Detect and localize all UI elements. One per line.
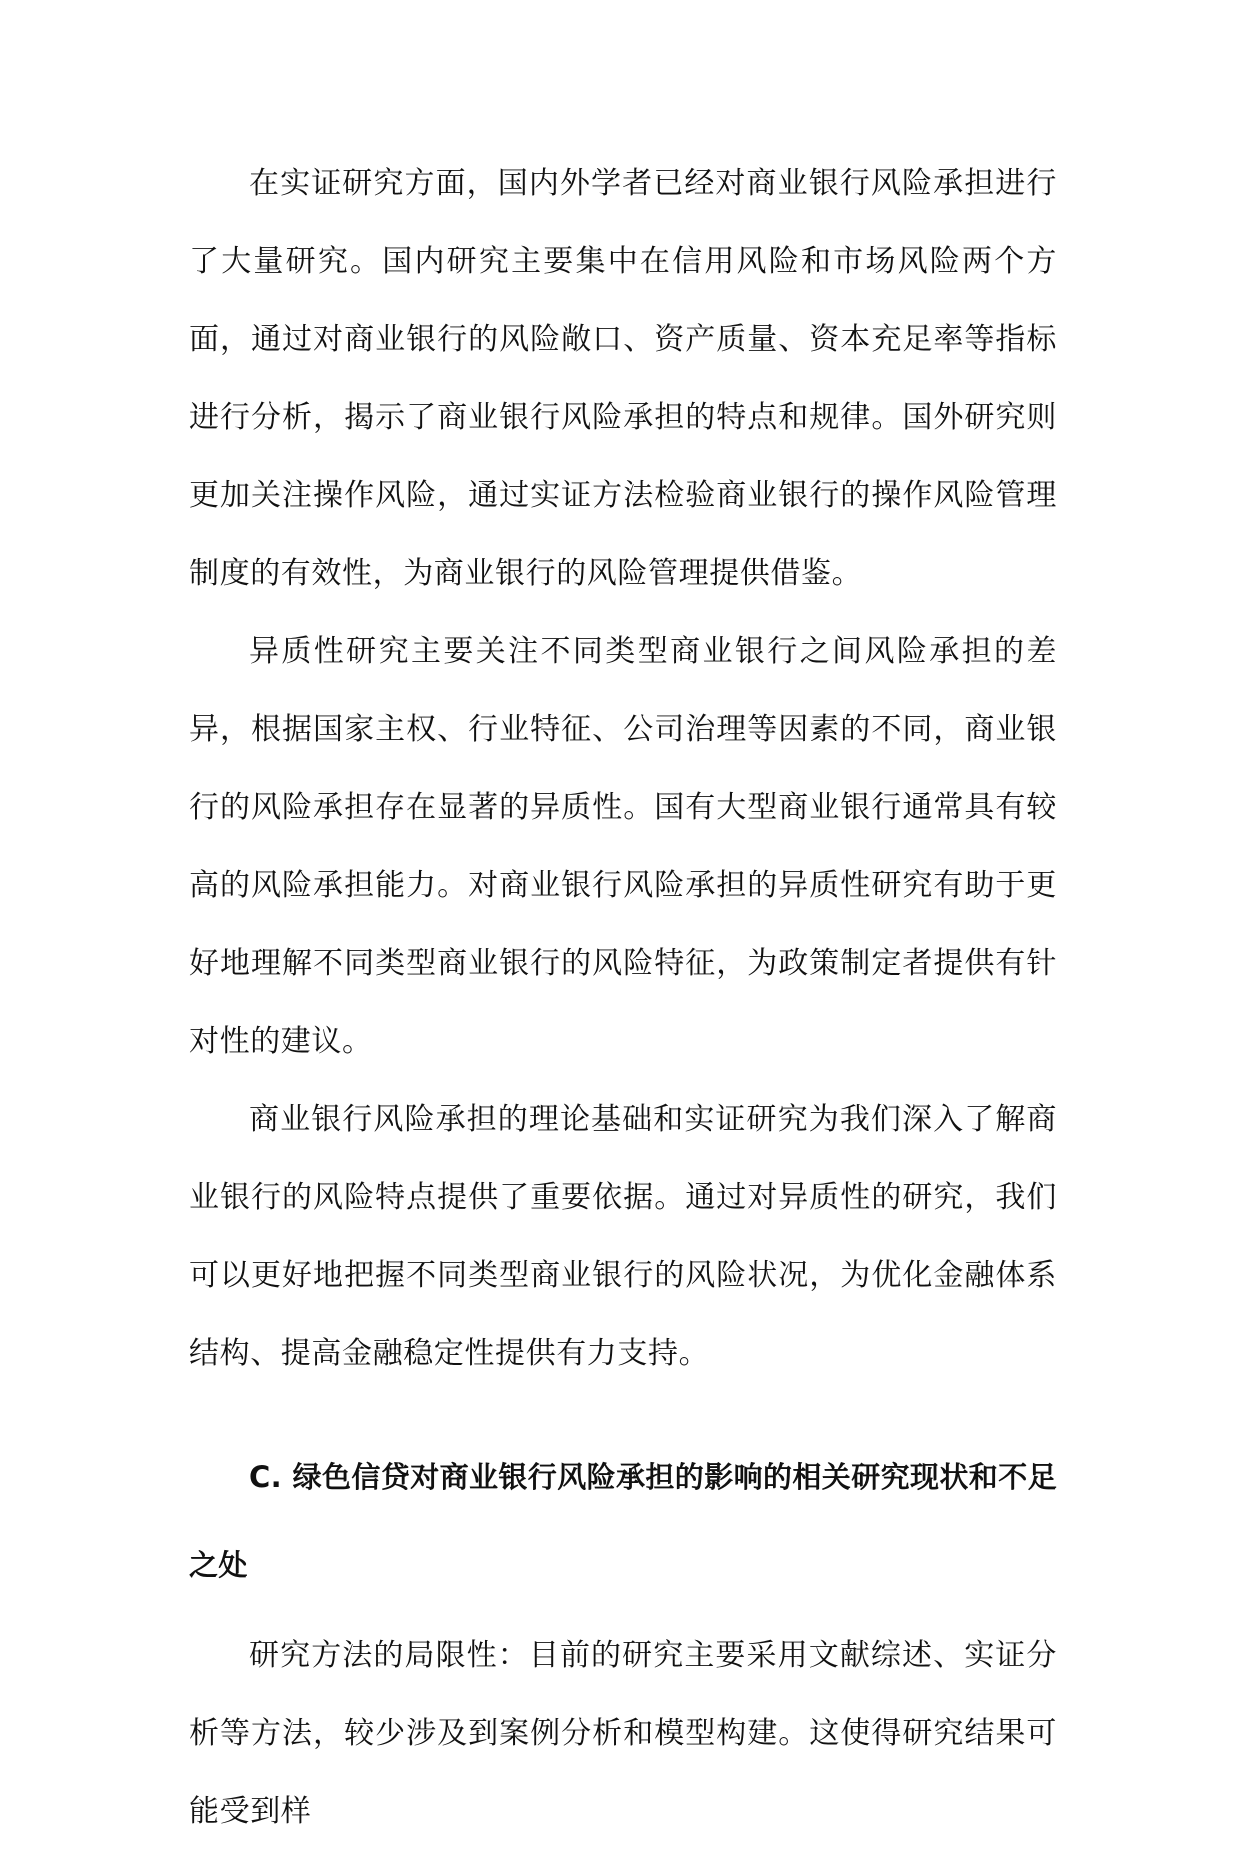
body-paragraph: 异质性研究主要关注不同类型商业银行之间风险承担的差异，根据国家主权、行业特征、公司治理等因素的不同，商业银行的风险承担存在显著的异质性。国有大型商业银行通常具有较高的风险承担能力。对商业银行风险承担的异质性研究有助于更好地理解不同类型商业银行的风险特征，为政策制定者提供有针对性的建议。 [189,634,1057,1059]
body-paragraph: 研究方法的局限性：目前的研究主要采用文献综述、实证分析等方法，较少涉及到案例分析和模型构建。这使得研究结果可能受到样 [189,1638,1057,1829]
document-body [189,145,1057,1851]
body-paragraph: 在实证研究方面，国内外学者已经对商业银行风险承担进行了大量研究。国内研究主要集中在信用风险和市场风险两个方面，通过对商业银行的风险敞口、资产质量、资本充足率等指标进行分析，揭示了商业银行风险承担的特点和规律。国外研究则更加关注操作风险，通过实证方法检验商业银行的操作风险管理制度的有效性，为商业银行的风险管理提供借鉴。 [189,166,1057,591]
body-paragraph: 商业银行风险承担的理论基础和实证研究为我们深入了解商业银行的风险特点提供了重要依据。通过对异质性的研究，我们可以更好地把握不同类型商业银行的风险状况，为优化金融体系结构、提高金融稳定性提供有力支持。 [189,1102,1057,1371]
section-heading: C. 绿色信贷对商业银行风险承担的影响的相关研究现状和不足之处 [189,1460,1057,1582]
